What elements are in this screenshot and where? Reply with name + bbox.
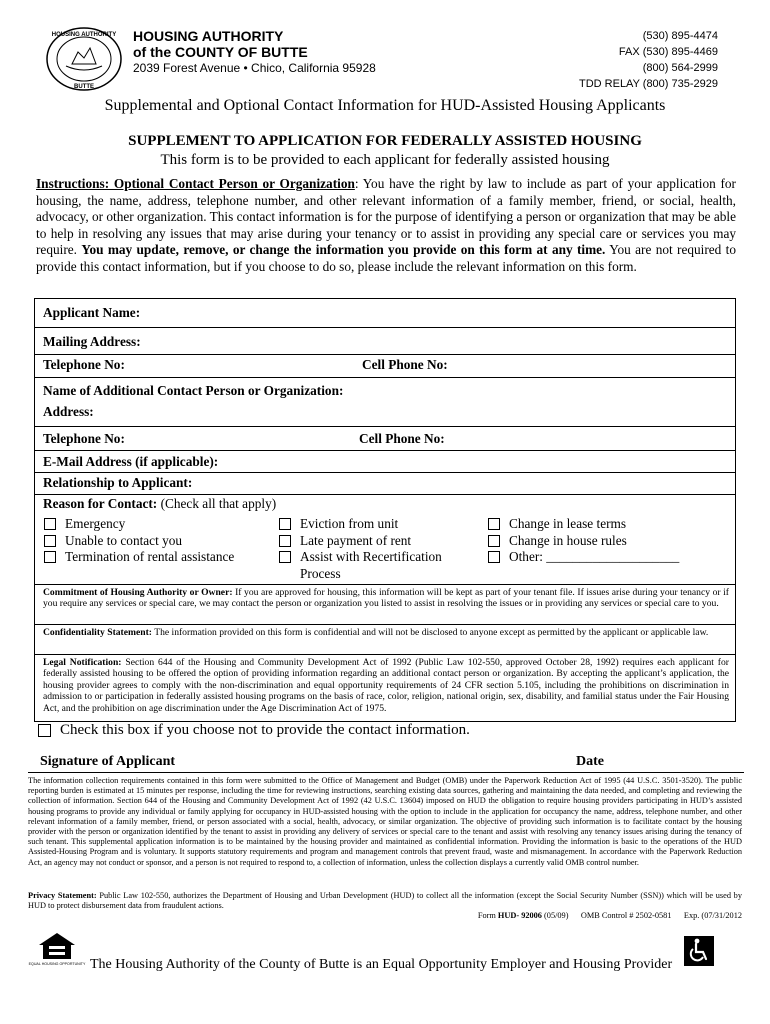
privacy-text: Public Law 102-550, authorizes the Department of Housing and Urban Development (HUD) to collect all the information (except the Social Security Number (SSN)) which will be used by HUD to protect disbursement data from fraudulent actions. xyxy=(28,891,742,911)
privacy-statement xyxy=(28,891,742,911)
accessibility-icon xyxy=(684,936,714,966)
option-unable-to-contact: Unable to contact you xyxy=(65,533,183,548)
checkbox-late-payment[interactable] xyxy=(279,535,291,547)
org-address: 2039 Forest Avenue • Chico, California 95928 xyxy=(133,61,376,75)
option-recertification-cont: Process xyxy=(300,566,341,581)
date-label: Date xyxy=(576,754,604,769)
option-late-payment: Late payment of rent xyxy=(300,533,412,548)
instructions-text1: : You have the right by law to include as part of your application for housing, the name, address, telephone number, and other relevant information of a family member, friend, or social, health, advocacy, or other organization. This contact information is for the purpose of identifying a person or organization that may be able to help in resolving any issues that may arise during your tenancy or to assist in providing any special care or services you may require. xyxy=(36,176,736,257)
checkbox-emergency[interactable] xyxy=(44,518,56,530)
option-house-rules: Change in house rules xyxy=(509,533,627,548)
equal-housing-icon xyxy=(28,931,86,971)
footer-statement: The Housing Authority of the County of Butte is an Equal Opportunity Employer and Housing Provider xyxy=(90,957,673,972)
applicant-name-field[interactable]: Applicant Name: xyxy=(43,305,141,320)
contact-address-field[interactable]: Address: xyxy=(43,404,94,419)
optout-checkbox[interactable] xyxy=(38,724,51,737)
form-id-prefix: Form xyxy=(477,911,498,920)
option-emergency: Emergency xyxy=(65,516,126,531)
option-recertification: Assist with Recertification xyxy=(300,549,442,564)
telephone-field[interactable]: Telephone No: xyxy=(43,357,125,372)
confidentiality-title: Confidentiality Statement: xyxy=(43,627,152,638)
contact-telephone-field[interactable]: Telephone No: xyxy=(43,431,125,446)
checkbox-lease-terms[interactable] xyxy=(488,518,500,530)
commitment-notice xyxy=(43,587,729,610)
checkbox-unable-to-contact[interactable] xyxy=(44,535,56,547)
form-purpose: This form is to be provided to each applicant for federally assisted housing xyxy=(160,152,610,168)
legal-text: Section 644 of the Housing and Community Development Act of 1992 (Public Law 102-550, approved October 28, 1992) requires each applicant for federally assisted housing to be offered the option of providing information regarding an additional contact person or organization. By accepting the applicant’s application, the housing provider agrees to comply with the non-discrimination and equal opportunity requirements of 24 CFR section 5.105, including the prohibitions on discrimination in admission to or participation in federally assisted housing programs on the basis of race, color, religion, national origin, sex, disability, and familial status under the Fair Housing Act, and the prohibition on age discrimination under the Age Discrimination Act of 1975. xyxy=(43,657,729,714)
checkbox-house-rules[interactable] xyxy=(488,535,500,547)
commitment-title: Commitment of Housing Authority or Owner: xyxy=(43,587,233,598)
paperwork-burden-statement: The information collection requirements contained in this form were submitted to the Office of Management and Budget (OMB) under the Paperwork Reduction Act of 1995 (44 U.S.C. 3501-3520). The public reporting burden is estimated at 15 minutes per response, including the time for reviewing instructions, searching existing data sources, gathering and maintaining the data needed, and completing and reviewing the collection of information. Section 644 of the Housing and Community Development Act of 1992 (42 U.S.C. 13604) imposed on HUD the obligation to require housing providers participating in HUD’s assisted housing programs to provide any individual or family applying for occupancy in HUD-assisted housing with the option to include in the application for occupancy the name, address, telephone number, and other relevant information of a family member, friend, or person associated with a social, health, advocacy, or similar organization. The objective of providing such information is to facilitate contact by the housing provider with the person or organization identified by the tenant to assist in providing any delivery of services or special care to the tenant and assist with resolving any tenancy issues arising during the tenancy of such tenant. This supplemental application information is to be maintained by the housing provider and maintained as confidential information. Providing the information is basic to the operations of the HUD Assisted-Housing Program and is voluntary. It supports statutory requirements and program and management controls that prevent fraud, waste and mismanagement. In accordance with the Paperwork Reduction Act, an agency may not conduct or sponsor, and a person is not required to respond to, a collection of information, unless the collection displays a currently valid OMB control number. xyxy=(28,776,742,867)
checkbox-eviction[interactable] xyxy=(279,518,291,530)
signature-label: Signature of Applicant xyxy=(40,754,176,769)
option-termination: Termination of rental assistance xyxy=(65,549,235,564)
form-id xyxy=(478,911,742,920)
housing-authority-seal xyxy=(44,26,124,92)
form-title: SUPPLEMENT TO APPLICATION FOR FEDERALLY ASSISTED HOUSING xyxy=(128,133,642,149)
privacy-title: Privacy Statement: xyxy=(28,891,97,900)
phone-fax: FAX (530) 895-4469 xyxy=(618,46,718,58)
confidentiality-notice xyxy=(43,627,729,638)
checkbox-termination[interactable] xyxy=(44,551,56,563)
reason-title: Reason for Contact: xyxy=(43,496,158,511)
option-other: Other: ____________________ xyxy=(509,549,680,564)
contact-cell-phone-field[interactable]: Cell Phone No: xyxy=(359,431,445,446)
commitment-text: If you are approved for housing, this information will be kept as part of your tenant file. If issues arise during your tenancy or if you require any services or special care, we may contact the person or organization you listed to assist in resolving the issues or in providing any services or special care to you. xyxy=(43,587,729,610)
org-name-line1: HOUSING AUTHORITY xyxy=(133,28,284,44)
cell-phone-field[interactable]: Cell Phone No: xyxy=(362,357,448,372)
instructions-bold: You may update, remove, or change the information you provide on this form at any time. xyxy=(81,242,606,257)
option-eviction: Eviction from unit xyxy=(300,516,399,531)
contact-form xyxy=(34,298,736,722)
relationship-field[interactable]: Relationship to Applicant: xyxy=(43,475,193,490)
legal-notice xyxy=(43,657,729,714)
optout-label: Check this box if you choose not to provide the contact information. xyxy=(60,722,470,738)
phone-tollfree: (800) 564-2999 xyxy=(642,62,718,74)
signature-line[interactable] xyxy=(28,772,744,773)
phone-main: (530) 895-4474 xyxy=(642,30,718,42)
checkbox-other[interactable] xyxy=(488,551,500,563)
org-name-line2: of the COUNTY OF BUTTE xyxy=(133,44,308,60)
eho-caption: EQUAL HOUSING OPPORTUNITY xyxy=(28,962,86,966)
confidentiality-text: The information provided on this form is confidential and will not be disclosed to anyone except as permitted by the applicant or applicable law. xyxy=(151,627,709,638)
reason-note: (Check all that apply) xyxy=(157,496,277,511)
option-lease-terms: Change in lease terms xyxy=(509,516,627,531)
instructions xyxy=(36,176,736,275)
instructions-text2: You are not required to provide this contact information, but if you choose to do so, please include the relevant information on this form. xyxy=(36,242,736,274)
contact-name-field[interactable]: Name of Additional Contact Person or Organization: xyxy=(43,383,344,398)
mailing-address-field[interactable]: Mailing Address: xyxy=(43,334,141,349)
instructions-lead: Instructions: Optional Contact Person or Organization xyxy=(36,176,355,191)
email-field[interactable]: E-Mail Address (if applicable): xyxy=(43,454,219,469)
svg-text:BUTTE: BUTTE xyxy=(74,84,94,90)
checkbox-recertification[interactable] xyxy=(279,551,291,563)
svg-text:HOUSING AUTHORITY: HOUSING AUTHORITY xyxy=(51,32,117,38)
form-id-rest: (05/09) OMB Control # 2502-0581 Exp. (07/31/2012 xyxy=(541,911,742,920)
form-subtitle: Supplemental and Optional Contact Information for HUD-Assisted Housing Applicants xyxy=(104,97,666,114)
phone-tdd: TDD RELAY (800) 735-2929 xyxy=(579,78,718,90)
reason-label xyxy=(43,496,276,512)
form-id-code: HUD- 92006 xyxy=(497,911,542,920)
legal-title: Legal Notification: xyxy=(43,657,122,668)
